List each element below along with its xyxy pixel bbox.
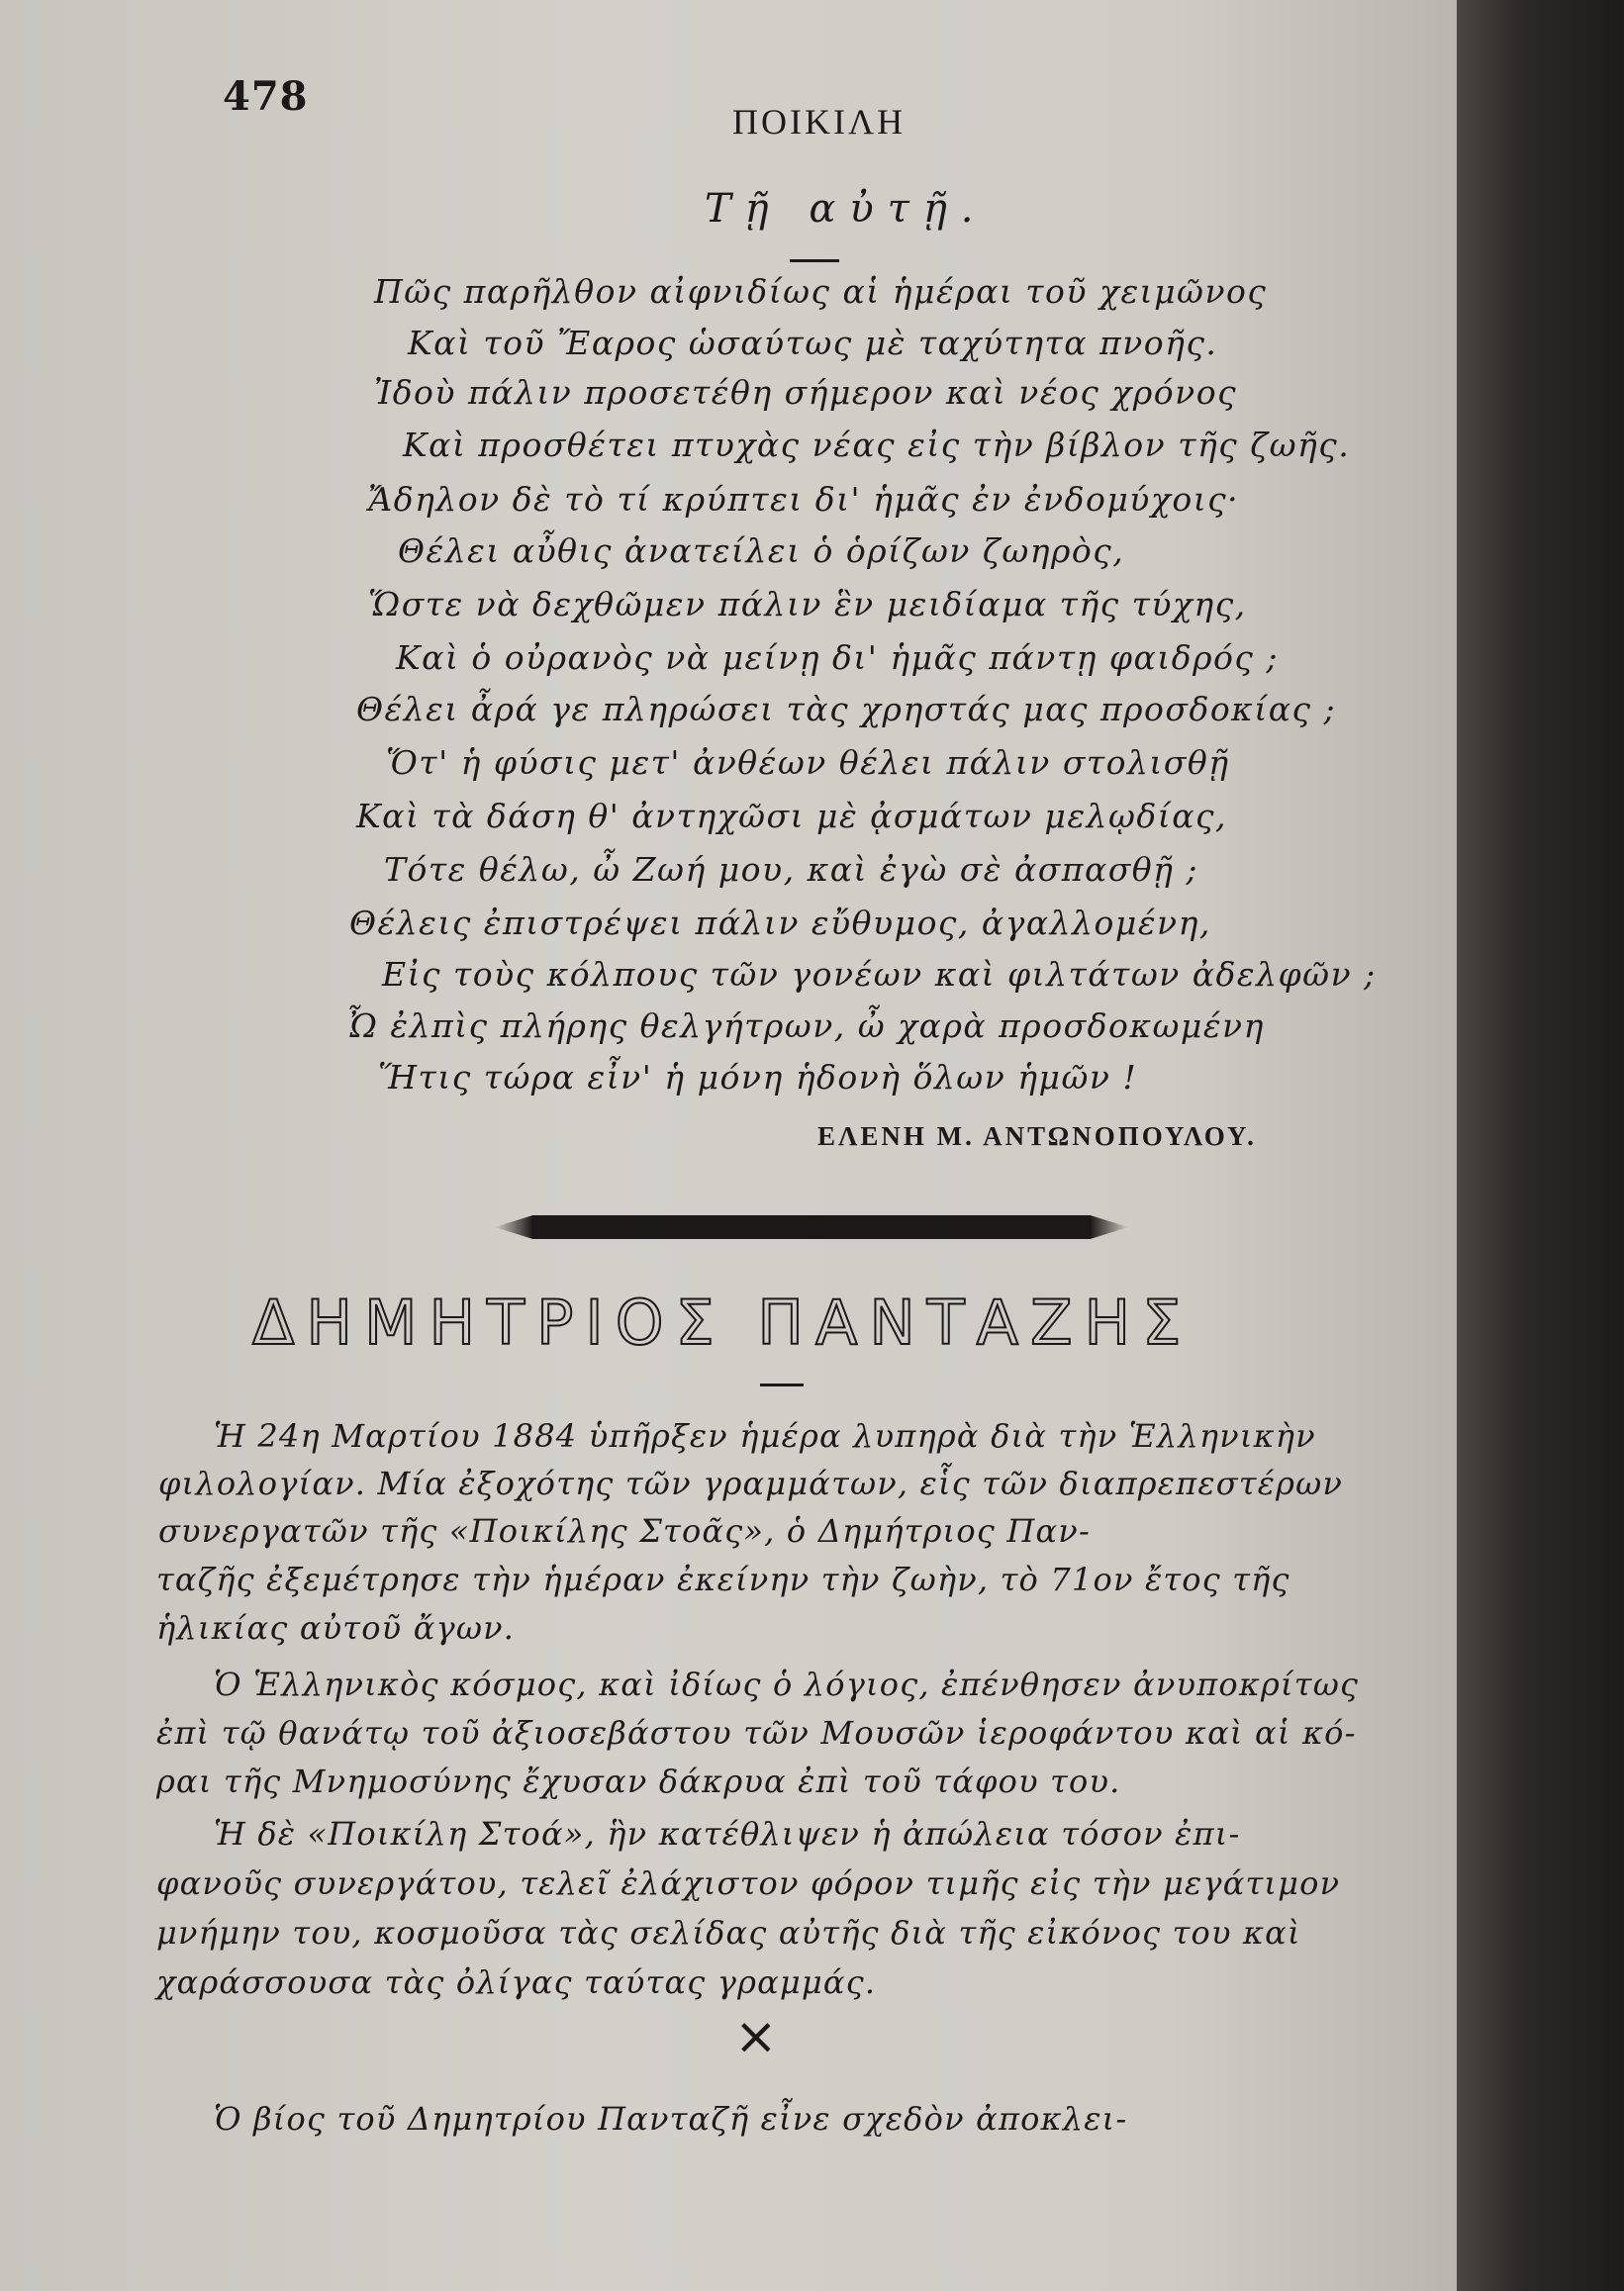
poem-rule: [790, 259, 839, 262]
title-rule: [760, 1384, 804, 1386]
article-continuation: Ὁ βίος τοῦ Δημητρίου Πανταζῆ εἶνε σχεδὸν ἀποκλει-: [214, 2100, 1128, 2138]
running-head: ΠΟΙΚΙΛΗ: [732, 102, 907, 142]
article-line: ἡλικίας αὐτοῦ ἄγων.: [156, 1609, 516, 1647]
page-number: 478: [223, 73, 309, 120]
poem-line: Τότε θέλω, ὦ Ζωή μου, καὶ ἐγὼ σὲ ἀσπασθῇ ;: [384, 850, 1199, 889]
poem-line: Καὶ τοῦ Ἔαρος ὡσαύτως μὲ ταχύτητα πνοῆς.: [408, 324, 1218, 362]
poem-line: Καὶ τὰ δάση θ' ἀντηχῶσι μὲ ᾀσμάτων μελῳδίας,: [356, 797, 1227, 835]
poem-line: Ὥστε νὰ δεχθῶμεν πάλιν ἓν μειδίαμα τῆς τύχης,: [368, 585, 1247, 623]
poem-line: Ὦ ἐλπὶς πλήρης θελγήτρων, ὦ χαρὰ προσδοκωμένη: [346, 1006, 1265, 1045]
poem-signature: ΕΛΕΝΗ Μ. ΑΝΤΩΝΟΠΟΥΛΟΥ.: [817, 1121, 1257, 1151]
section-divider: [495, 1215, 1128, 1239]
article-line: χαράσσουσα τὰς ὀλίγας ταύτας γραμμάς.: [156, 1963, 877, 2001]
section-separator: ×: [734, 2007, 778, 2066]
article-line: Ἡ δὲ «Ποικίλη Στοά», ἣν κατέθλιψεν ἡ ἀπώλεια τόσον ἐπι-: [214, 1815, 1241, 1853]
article-line: ταζῆς ἐξεμέτρησε τὴν ἡμέραν ἐκείνην τὴν ζωὴν, τὸ 71ον ἔτος τῆς: [156, 1561, 1290, 1598]
poem-line: Ἥτις τώρα εἶν' ἡ μόνη ἡδονὴ ὅλων ἡμῶν !: [378, 1058, 1138, 1097]
article-line: φανοῦς συνεργάτου, τελεῖ ἐλάχιστον φόρον τιμῆς εἰς τὴν μεγάτιμον: [156, 1864, 1341, 1902]
article-line: ἐπὶ τῷ θανάτῳ τοῦ ἀξιοσεβάστου τῶν Μουσῶν ἱεροφάντου καὶ αἱ κό-: [156, 1714, 1357, 1752]
article-title: ΔΗΜΗΤΡΙΟΣ ΠΑΝΤΑΖΗΣ: [252, 1287, 1194, 1359]
poem-line: Ὅτ' ἡ φύσις μετ' ἀνθέων θέλει πάλιν στολισθῇ: [386, 743, 1230, 782]
book-binding-edge: [1457, 0, 1624, 2291]
poem-line: Καὶ ὁ οὐρανὸς νὰ μείνῃ δι' ἡμᾶς πάντῃ φαιδρός ;: [396, 638, 1279, 677]
poem-line: Θέλεις ἐπιστρέψει πάλιν εὔθυμος, ἀγαλλομένη,: [349, 904, 1211, 942]
poem-line: Ἰδοὺ πάλιν προσετέθη σήμερον καὶ νέος χρόνος: [374, 373, 1238, 412]
article-line: φιλολογίαν. Μία ἐξοχότης τῶν γραμμάτων, εἷς τῶν διαπρεπεστέρων: [158, 1465, 1344, 1502]
poem-line: Θέλει αὖθις ἀνατείλει ὁ ὁρίζων ζωηρὸς,: [398, 531, 1125, 570]
article-line: μνήμην του, κοσμοῦσα τὰς σελίδας αὐτῆς διὰ τῆς εἰκόνος του καὶ: [156, 1914, 1301, 1952]
poem-dedication: Τῇ αὐτῇ.: [705, 186, 988, 232]
poem-line: Καὶ προσθέτει πτυχὰς νέας εἰς τὴν βίβλον τῆς ζωῆς.: [403, 426, 1351, 464]
article-line: συνεργατῶν τῆς «Ποικίλης Στοᾶς», ὁ Δημήτριος Παν-: [158, 1512, 1091, 1550]
article-line: Ἡ 24η Μαρτίου 1884 ὑπῆρξεν ἡμέρα λυπηρὰ διὰ τὴν Ἑλληνικὴν: [214, 1417, 1316, 1455]
poem-line: Εἰς τοὺς κόλπους τῶν γονέων καὶ φιλτάτων ἀδελφῶν ;: [382, 955, 1377, 994]
article-line: ραι τῆς Μνημοσύνης ἔχυσαν δάκρυα ἐπὶ τοῦ τάφου του.: [156, 1763, 1121, 1800]
article-line: Ὁ Ἑλληνικὸς κόσμος, καὶ ἰδίως ὁ λόγιος, ἐπένθησεν ἀνυποκρίτως: [214, 1666, 1360, 1703]
poem-line: Ἄδηλον δὲ τὸ τί κρύπτει δι' ἡμᾶς ἐν ἐνδομύχοις·: [368, 480, 1240, 519]
poem-line: Θέλει ἆρά γε πληρώσει τὰς χρηστάς μας προσδοκίας ;: [356, 690, 1337, 728]
poem-line: Πῶς παρῆλθον αἰφνιδίως αἱ ἡμέραι τοῦ χειμῶνος: [374, 272, 1268, 311]
